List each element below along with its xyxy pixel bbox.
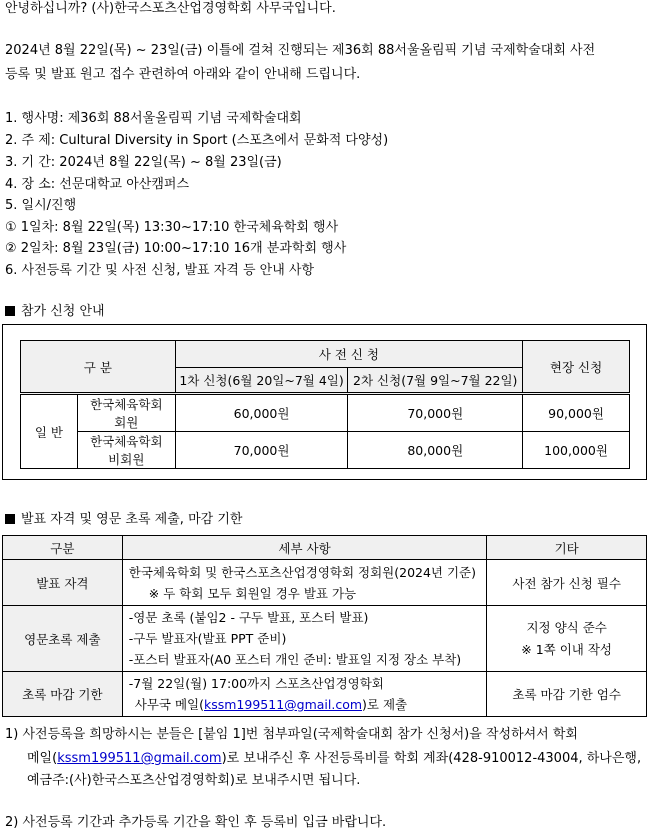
section-title-qualification: 발표 자격 및 영문 초록 제출, 마감 기한 <box>5 511 242 529</box>
qual-etc-abstract: 지정 양식 준수 ※ 1쪽 이내 작성 <box>487 606 647 672</box>
qual-label-eligibility: 발표 자격 <box>3 560 123 606</box>
note2: 2) 사전등록 기간과 추가등록 기간을 확인 후 등록비 입금 바랍니다. <box>5 815 387 830</box>
qual-detail-abstract: -영문 초록 (붙임2 - 구두 발표, 포스터 발표) -구두 발표자(발표 PPT 준비) -포스터 발표자(A0 포스터 개인 준비: 발표일 지정 장소 부착) <box>122 606 487 672</box>
fee-member-round1: 60,000원 <box>175 394 348 432</box>
qual-header-category: 구분 <box>3 536 123 560</box>
item-theme: 2. 주 제: Cultural Diversity in Sport (스포츠에서 문화적 다양성) <box>5 133 389 148</box>
intro-line-1: 2024년 8월 22일(목) ~ 23일(금) 이틀에 걸쳐 진행되는 제36회 88서울올림픽 기념 국제학술대회 사전 <box>5 43 596 58</box>
item-period: 3. 기 간: 2024년 8월 22일(목) ~ 8월 23일(금) <box>5 155 282 170</box>
qual-label-abstract: 영문초록 제출 <box>3 606 123 672</box>
item-day2: ② 2일차: 8월 23일(금) 10:00~17:10 16개 분과학회 행사 <box>5 241 347 256</box>
fee-header-round2: 2차 신청(7월 9일~7월 22일) <box>348 368 523 394</box>
note1-line-2: 메일(kssm199511@gmail.com)로 보내주신 후 사전등록비를 학회 계좌(428-910012-43004, 하나은행, <box>27 751 642 766</box>
fee-category: 일 반 <box>21 394 78 469</box>
fee-nonmember-onsite: 100,000원 <box>523 432 630 469</box>
note1-line-1: 1) 사전등록을 희망하시는 분들은 [붙임 1]번 첨부파일(국제학술대회 참가 신청서)을 작성하셔서 학회 <box>5 727 578 742</box>
square-bullet-icon <box>5 514 15 524</box>
fee-row-label-nonmember: 한국체육학회 비회원 <box>77 432 175 469</box>
item-venue: 4. 장 소: 선문대학교 아산캠퍼스 <box>5 177 190 192</box>
qual-header-detail: 세부 사항 <box>122 536 487 560</box>
square-bullet-icon <box>5 306 15 316</box>
fee-nonmember-round2: 80,000원 <box>348 432 523 469</box>
fee-table <box>20 340 630 469</box>
fee-header-round1: 1차 신청(6월 20일~7월 4일) <box>175 368 348 394</box>
fee-row-label-member: 한국체육학회 회원 <box>77 394 175 432</box>
greeting: 안녕하십니까? (사)한국스포츠산업경영학회 사무국입니다. <box>5 1 336 16</box>
registration-email-link[interactable]: kssm199511@gmail.com <box>57 751 222 766</box>
fee-header-onsite: 현장 신청 <box>523 341 630 394</box>
fee-header-prereg: 사 전 신 청 <box>175 341 522 368</box>
qual-detail-deadline: -7월 22일(월) 17:00까지 스포츠산업경영학회 사무국 메일(kssm199511@gmail.com)로 제출 <box>122 672 487 717</box>
item-guidance: 6. 사전등록 기간 및 사전 신청, 발표 자격 등 안내 사항 <box>5 263 315 278</box>
item-day1: ① 1일차: 8월 22일(목) 13:30~17:10 한국체육학회 행사 <box>5 220 339 235</box>
fee-member-onsite: 90,000원 <box>523 394 630 432</box>
fee-header-group: 구 분 <box>21 341 176 394</box>
intro-line-2: 등록 및 발표 원고 접수 관련하여 아래와 같이 안내해 드립니다. <box>5 67 361 82</box>
qual-detail-eligibility: 한국체육학회 및 한국스포츠산업경영학회 정회원(2024년 기준) ※ 두 학회 모두 회원일 경우 발표 가능 <box>122 560 487 606</box>
fee-member-round2: 70,000원 <box>348 394 523 432</box>
qual-header-etc: 기타 <box>487 536 647 560</box>
qualification-table <box>2 535 647 717</box>
item-schedule: 5. 일시/진행 <box>5 198 77 213</box>
note1-line-3: 예금주:(사)한국스포츠산업경영학회)로 보내주시면 됩니다. <box>27 773 361 788</box>
qual-etc-eligibility: 사전 참가 신청 필수 <box>487 560 647 606</box>
section-title-registration: 참가 신청 안내 <box>5 303 105 321</box>
qual-etc-deadline: 초록 마감 기한 엄수 <box>487 672 647 717</box>
item-event-name: 1. 행사명: 제36회 88서울올림픽 기념 국제학술대회 <box>5 111 302 126</box>
qual-label-deadline: 초록 마감 기한 <box>3 672 123 717</box>
deadline-email-link[interactable]: kssm199511@gmail.com <box>203 697 363 712</box>
fee-nonmember-round1: 70,000원 <box>175 432 348 469</box>
